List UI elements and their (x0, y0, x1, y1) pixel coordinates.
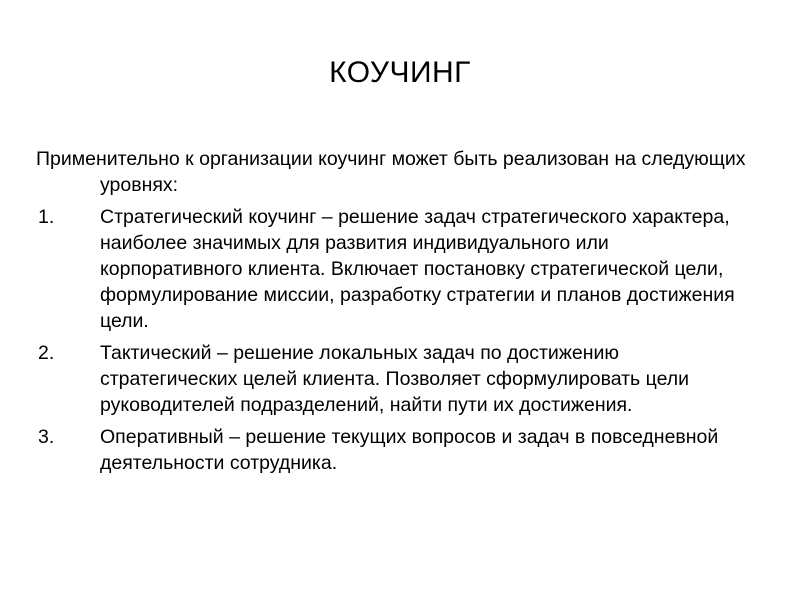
list-item-2 (36, 340, 756, 418)
list-item-1 (36, 204, 756, 334)
list-item-text: Тактический – решение локальных задач по достижению стратегических целей клиента. Позволяет сформулировать цели руководителей подразделений, найти пути их достижения. (100, 342, 690, 416)
list-item-3 (36, 424, 756, 476)
intro-text: Применительно к организации коучинг может быть реализован на следующих уровнях: (36, 148, 746, 196)
list-item-number: 1. (38, 206, 55, 228)
list-item-number: 3. (38, 426, 55, 448)
list-item-number: 2. (38, 342, 55, 364)
intro-paragraph (36, 146, 756, 198)
slide-title: КОУЧИНГ (329, 56, 471, 89)
list-item-text: Стратегический коучинг – решение задач стратегического характера, наиболее значимых для развития индивидуального или корпоративного клиента. Включает постановку стратегической цели, формулирование миссии, разработку стратегии и планов достижения цели. (100, 206, 735, 332)
slide-body (36, 146, 756, 482)
list-item-text: Оперативный – решение текущих вопросов и задач в повседневной деятельности сотрудника. (100, 426, 719, 474)
